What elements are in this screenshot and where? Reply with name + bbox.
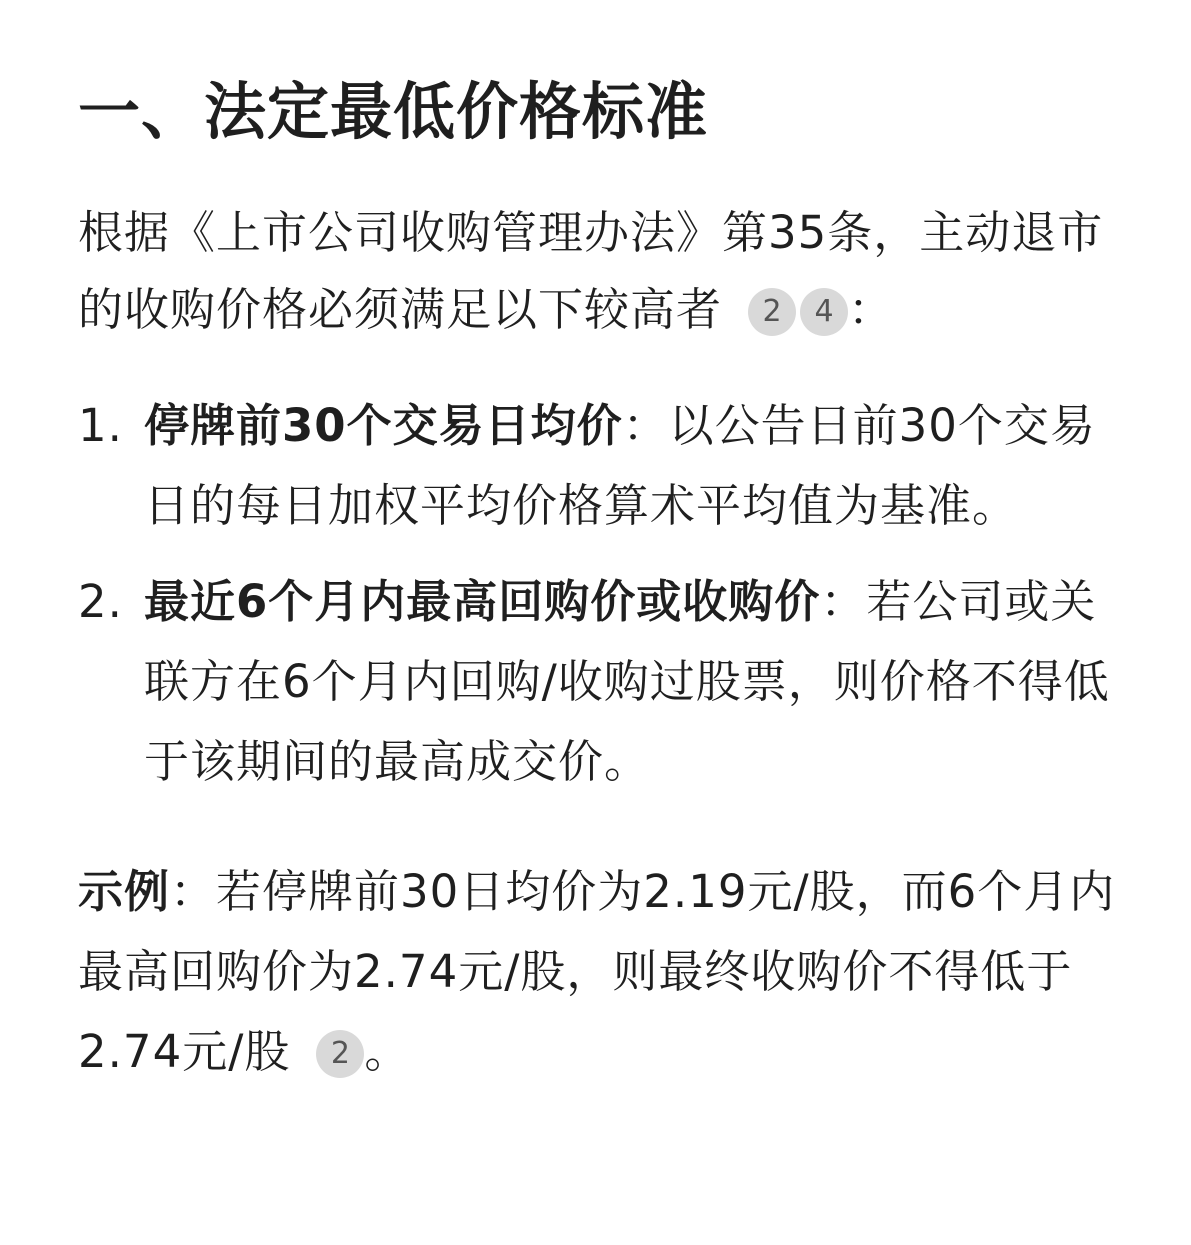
example-text: 若停牌前30日均价为2.19元/股，而6个月内最高回购价为2.74元/股，则最终收购价不得低于2.74元/股 xyxy=(78,864,1116,1078)
list-item-separator: ： xyxy=(820,574,867,628)
list-item-title: 最近6个月内最高回购价或收购价 xyxy=(144,574,821,628)
list-item xyxy=(78,386,1123,546)
section-heading: 一、法定最低价格标准 xyxy=(78,75,709,148)
citation-badge[interactable]: 2 xyxy=(316,1030,364,1078)
intro-suffix: ： xyxy=(848,282,895,336)
citation-badge[interactable]: 2 xyxy=(748,288,796,336)
list-item-number: 1. xyxy=(78,398,123,452)
list-item-body: 以公告日前30个交易日的每日加权平均价格算术平均值为基准。 xyxy=(144,398,1096,532)
list-item-number: 2. xyxy=(78,574,123,628)
intro-text: 根据《上市公司收购管理办法》第35条，主动退市的收购价格必须满足以下较高者 xyxy=(78,205,1104,336)
citation-badge[interactable]: 4 xyxy=(800,288,848,336)
list-item-body: 若公司或关联方在6个月内回购/收购过股票，则价格不得低于该期间的最高成交价。 xyxy=(144,574,1110,788)
article xyxy=(78,70,1123,1137)
example-label: 示例 xyxy=(78,864,171,918)
example-paragraph xyxy=(78,852,1123,1092)
list-item-title: 停牌前30个交易日均价 xyxy=(144,398,623,452)
criteria-list xyxy=(78,386,1123,802)
intro-paragraph xyxy=(78,194,1123,348)
list-item xyxy=(78,562,1123,802)
list-item-separator: ： xyxy=(622,398,669,452)
example-separator: ： xyxy=(170,864,217,918)
example-suffix: 。 xyxy=(364,1024,411,1078)
